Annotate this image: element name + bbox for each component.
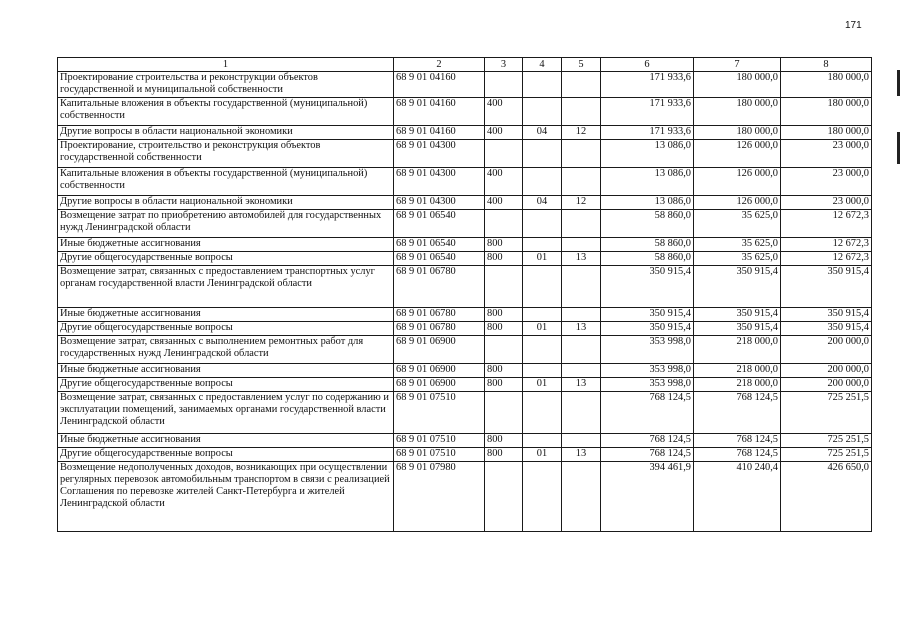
row-value-1: 58 860,0: [601, 238, 694, 252]
col-header-year3: 8: [781, 58, 872, 72]
row-name: Иные бюджетные ассигнования: [58, 364, 394, 378]
row-rz: 01: [523, 322, 562, 336]
row-value-3: 180 000,0: [781, 126, 872, 140]
row-vr: 800: [485, 238, 523, 252]
row-value-2: 350 915,4: [694, 322, 781, 336]
table-row: [58, 308, 872, 322]
row-value-3: 426 650,0: [781, 462, 872, 532]
row-name: Иные бюджетные ассигнования: [58, 238, 394, 252]
table-row: [58, 72, 872, 98]
row-rz: [523, 140, 562, 168]
page-number: 171: [845, 20, 862, 31]
row-value-2: 218 000,0: [694, 364, 781, 378]
row-name: Возмещение затрат, связанных с предоставлением транспортных услуг органам государственной власти Ленинградской области: [58, 266, 394, 308]
row-value-1: 58 860,0: [601, 210, 694, 238]
row-name: Капитальные вложения в объекты государственной (муниципальной) собственности: [58, 98, 394, 126]
row-value-3: 350 915,4: [781, 266, 872, 308]
row-vr: [485, 462, 523, 532]
row-code: 68 9 01 06900: [394, 378, 485, 392]
row-value-3: 350 915,4: [781, 308, 872, 322]
row-code: 68 9 01 06540: [394, 238, 485, 252]
col-header-name: 1: [58, 58, 394, 72]
row-value-2: 35 625,0: [694, 252, 781, 266]
row-code: 68 9 01 04160: [394, 72, 485, 98]
row-rz: [523, 308, 562, 322]
col-header-pr: 5: [562, 58, 601, 72]
col-header-year1: 6: [601, 58, 694, 72]
row-value-1: 171 933,6: [601, 98, 694, 126]
row-value-1: 350 915,4: [601, 322, 694, 336]
row-value-2: 410 240,4: [694, 462, 781, 532]
row-rz: [523, 72, 562, 98]
row-pr: [562, 72, 601, 98]
table-row: [58, 448, 872, 462]
row-rz: [523, 392, 562, 434]
row-value-3: 12 672,3: [781, 210, 872, 238]
row-pr: [562, 462, 601, 532]
row-value-2: 180 000,0: [694, 126, 781, 140]
row-name: Возмещение затрат по приобретению автомобилей для государственных нужд Ленинградской области: [58, 210, 394, 238]
row-value-2: 218 000,0: [694, 336, 781, 364]
row-rz: [523, 364, 562, 378]
row-name: Возмещение недополученных доходов, возникающих при осуществлении регулярных перевозок автомобильным транспортом в связи с реализацией Соглашения по перевозке жителей Санкт-Петербурга и жителей Ленинградской области: [58, 462, 394, 532]
row-rz: [523, 238, 562, 252]
row-code: 68 9 01 04160: [394, 126, 485, 140]
row-value-3: 725 251,5: [781, 392, 872, 434]
row-value-3: 23 000,0: [781, 196, 872, 210]
table-row: [58, 378, 872, 392]
row-code: 68 9 01 06540: [394, 210, 485, 238]
row-name: Проектирование, строительство и реконструкция объектов государственной собственности: [58, 140, 394, 168]
row-pr: 12: [562, 196, 601, 210]
row-rz: [523, 168, 562, 196]
row-code: 68 9 01 06900: [394, 364, 485, 378]
row-value-1: 353 998,0: [601, 336, 694, 364]
row-rz: [523, 98, 562, 126]
row-value-1: 768 124,5: [601, 448, 694, 462]
row-pr: [562, 168, 601, 196]
table-row: [58, 364, 872, 378]
row-value-2: 180 000,0: [694, 72, 781, 98]
row-vr: [485, 336, 523, 364]
budget-table: [57, 57, 872, 532]
table-row: [58, 196, 872, 210]
row-code: 68 9 01 07980: [394, 462, 485, 532]
row-value-2: 126 000,0: [694, 168, 781, 196]
row-value-1: 171 933,6: [601, 72, 694, 98]
row-name: Проектирование строительства и реконструкции объектов государственной и муниципальной собственности: [58, 72, 394, 98]
row-pr: 13: [562, 448, 601, 462]
scan-edge-mark: [897, 132, 900, 164]
row-value-1: 353 998,0: [601, 378, 694, 392]
row-rz: 01: [523, 252, 562, 266]
row-value-1: 394 461,9: [601, 462, 694, 532]
table-row: [58, 168, 872, 196]
row-code: 68 9 01 04160: [394, 98, 485, 126]
row-code: 68 9 01 04300: [394, 140, 485, 168]
row-name: Другие вопросы в области национальной экономики: [58, 126, 394, 140]
table-row: [58, 238, 872, 252]
row-value-2: 768 124,5: [694, 434, 781, 448]
row-rz: 01: [523, 378, 562, 392]
row-value-1: 768 124,5: [601, 392, 694, 434]
row-rz: [523, 462, 562, 532]
row-code: 68 9 01 06900: [394, 336, 485, 364]
row-value-2: 768 124,5: [694, 392, 781, 434]
row-value-1: 171 933,6: [601, 126, 694, 140]
table-row: [58, 98, 872, 126]
row-value-1: 58 860,0: [601, 252, 694, 266]
row-value-3: 725 251,5: [781, 448, 872, 462]
row-name: Другие общегосударственные вопросы: [58, 252, 394, 266]
row-rz: [523, 336, 562, 364]
column-number-row: [58, 58, 872, 72]
table-row: [58, 140, 872, 168]
col-header-rz: 4: [523, 58, 562, 72]
row-rz: [523, 434, 562, 448]
row-vr: 800: [485, 378, 523, 392]
row-vr: 400: [485, 98, 523, 126]
row-code: 68 9 01 04300: [394, 168, 485, 196]
row-name: Возмещение затрат, связанных с предоставлением услуг по содержанию и эксплуатации помещений, занимаемых органами государственной власти Ленинградской области: [58, 392, 394, 434]
row-value-3: 180 000,0: [781, 98, 872, 126]
table-row: [58, 462, 872, 532]
row-value-1: 13 086,0: [601, 196, 694, 210]
row-name: Другие общегосударственные вопросы: [58, 448, 394, 462]
table-row: [58, 336, 872, 364]
row-vr: [485, 140, 523, 168]
row-code: 68 9 01 07510: [394, 392, 485, 434]
row-value-2: 126 000,0: [694, 196, 781, 210]
row-vr: 800: [485, 364, 523, 378]
row-value-3: 725 251,5: [781, 434, 872, 448]
row-rz: 04: [523, 196, 562, 210]
row-value-3: 23 000,0: [781, 168, 872, 196]
col-header-vr: 3: [485, 58, 523, 72]
row-vr: [485, 72, 523, 98]
row-name: Иные бюджетные ассигнования: [58, 434, 394, 448]
row-value-3: 12 672,3: [781, 252, 872, 266]
table-row: [58, 210, 872, 238]
row-code: 68 9 01 06780: [394, 266, 485, 308]
row-value-2: 126 000,0: [694, 140, 781, 168]
row-name: Возмещение затрат, связанных с выполнением ремонтных работ для государственных нужд Ленинградской области: [58, 336, 394, 364]
row-vr: 800: [485, 434, 523, 448]
row-vr: [485, 266, 523, 308]
row-value-2: 218 000,0: [694, 378, 781, 392]
row-vr: 400: [485, 196, 523, 210]
row-vr: [485, 392, 523, 434]
row-vr: 800: [485, 448, 523, 462]
row-value-3: 200 000,0: [781, 364, 872, 378]
row-value-1: 350 915,4: [601, 266, 694, 308]
row-vr: 800: [485, 252, 523, 266]
row-vr: [485, 210, 523, 238]
row-value-2: 350 915,4: [694, 308, 781, 322]
row-code: 68 9 01 06780: [394, 308, 485, 322]
row-pr: [562, 364, 601, 378]
row-vr: 400: [485, 126, 523, 140]
row-pr: [562, 308, 601, 322]
table-row: [58, 126, 872, 140]
row-code: 68 9 01 07510: [394, 434, 485, 448]
row-pr: [562, 392, 601, 434]
row-rz: [523, 210, 562, 238]
row-value-1: 13 086,0: [601, 140, 694, 168]
table-row: [58, 392, 872, 434]
row-pr: 13: [562, 252, 601, 266]
row-value-1: 353 998,0: [601, 364, 694, 378]
row-name: Другие общегосударственные вопросы: [58, 378, 394, 392]
row-code: 68 9 01 04300: [394, 196, 485, 210]
row-name: Капитальные вложения в объекты государственной (муниципальной) собственности: [58, 168, 394, 196]
table-row: [58, 252, 872, 266]
row-pr: 13: [562, 378, 601, 392]
row-name: Другие общегосударственные вопросы: [58, 322, 394, 336]
row-value-2: 768 124,5: [694, 448, 781, 462]
row-pr: [562, 266, 601, 308]
row-value-3: 180 000,0: [781, 72, 872, 98]
row-rz: 01: [523, 448, 562, 462]
col-header-year2: 7: [694, 58, 781, 72]
row-value-2: 35 625,0: [694, 238, 781, 252]
row-pr: [562, 238, 601, 252]
row-value-3: 200 000,0: [781, 378, 872, 392]
row-name: Другие вопросы в области национальной экономики: [58, 196, 394, 210]
row-pr: [562, 434, 601, 448]
row-pr: 12: [562, 126, 601, 140]
row-vr: 800: [485, 322, 523, 336]
table-row: [58, 266, 872, 308]
row-pr: [562, 140, 601, 168]
row-vr: 800: [485, 308, 523, 322]
row-value-2: 35 625,0: [694, 210, 781, 238]
row-value-2: 350 915,4: [694, 266, 781, 308]
row-rz: [523, 266, 562, 308]
row-value-1: 13 086,0: [601, 168, 694, 196]
row-value-3: 200 000,0: [781, 336, 872, 364]
table-row: [58, 434, 872, 448]
col-header-code: 2: [394, 58, 485, 72]
row-code: 68 9 01 06780: [394, 322, 485, 336]
row-rz: 04: [523, 126, 562, 140]
row-value-2: 180 000,0: [694, 98, 781, 126]
row-value-3: 23 000,0: [781, 140, 872, 168]
row-pr: [562, 98, 601, 126]
row-pr: [562, 336, 601, 364]
row-value-3: 350 915,4: [781, 322, 872, 336]
table-row: [58, 322, 872, 336]
row-value-1: 768 124,5: [601, 434, 694, 448]
row-name: Иные бюджетные ассигнования: [58, 308, 394, 322]
row-code: 68 9 01 06540: [394, 252, 485, 266]
row-value-3: 12 672,3: [781, 238, 872, 252]
row-pr: [562, 210, 601, 238]
scan-edge-mark: [897, 70, 900, 96]
row-code: 68 9 01 07510: [394, 448, 485, 462]
row-pr: 13: [562, 322, 601, 336]
row-value-1: 350 915,4: [601, 308, 694, 322]
row-vr: 400: [485, 168, 523, 196]
